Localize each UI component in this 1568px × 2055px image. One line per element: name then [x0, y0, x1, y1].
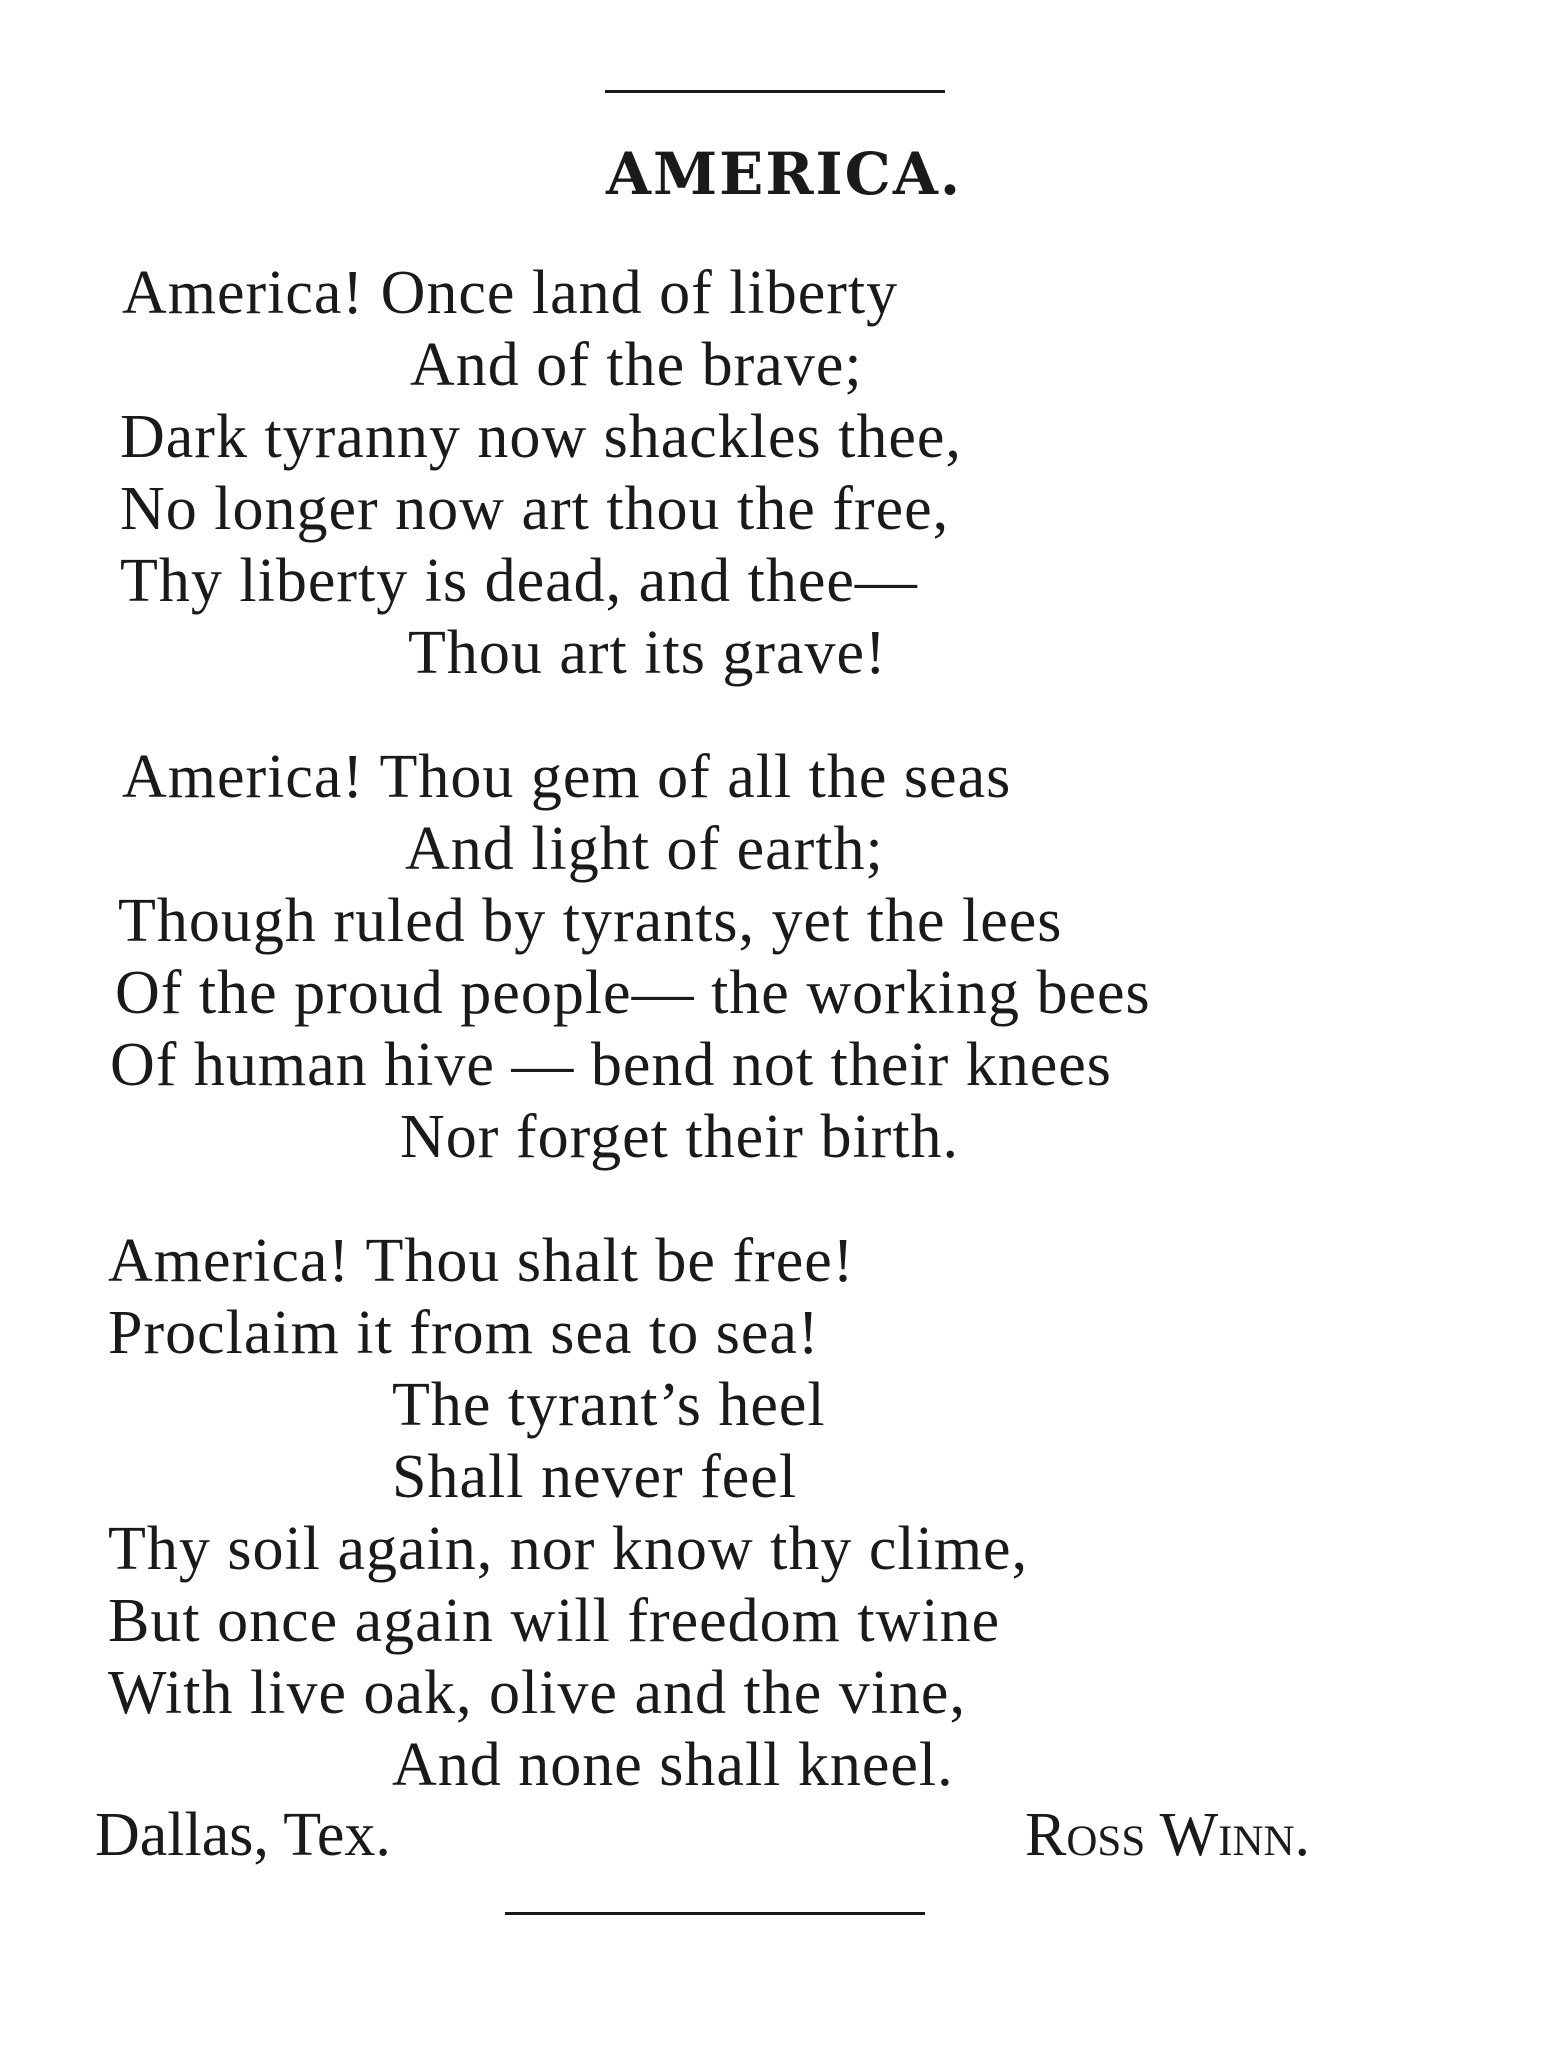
poem-title: AMERICA.: [605, 140, 963, 208]
stanza-3-line-5: Thy soil again, nor know thy clime,: [108, 1515, 1029, 1583]
stanza-3-line-6: But once again will freedom twine: [108, 1587, 1001, 1655]
stanza-1-line-5: Thy liberty is dead, and thee—: [120, 547, 918, 615]
stanza-1-line-1: America! Once land of liberty: [122, 259, 899, 327]
stanza-1-line-2: And of the brave;: [410, 331, 863, 399]
stanza-2-line-4: Of the proud people— the working bees: [115, 959, 1151, 1027]
stanza-2-line-3: Though ruled by tyrants, yet the lees: [118, 887, 1063, 955]
signature-place: Dallas, Tex.: [95, 1801, 391, 1869]
stanza-3-line-3: The tyrant’s heel: [392, 1371, 826, 1439]
stanza-1-line-6: Thou art its grave!: [408, 619, 887, 687]
stanza-1-line-3: Dark tyranny now shackles thee,: [120, 403, 962, 471]
stanza-2-line-1: America! Thou gem of all the seas: [122, 743, 1012, 811]
stanza-3-line-8: And none shall kneel.: [392, 1731, 954, 1799]
stanza-3-line-7: With live oak, olive and the vine,: [108, 1659, 966, 1727]
top-divider-rule: [605, 90, 945, 93]
stanza-3-line-1: America! Thou shalt be free!: [108, 1227, 855, 1295]
signature-author: Ross Winn.: [1025, 1801, 1311, 1869]
stanza-1-line-4: No longer now art thou the free,: [120, 475, 950, 543]
stanza-2-line-5: Of human hive — bend not their knees: [110, 1031, 1112, 1099]
stanza-2-line-2: And light of earth;: [405, 815, 884, 883]
stanza-3-line-2: Proclaim it from sea to sea!: [108, 1299, 820, 1367]
stanza-3-line-4: Shall never feel: [392, 1443, 798, 1511]
bottom-divider-rule: [505, 1912, 925, 1915]
stanza-2-line-6: Nor forget their birth.: [400, 1103, 960, 1171]
signature-line: [0, 1800, 1568, 1880]
